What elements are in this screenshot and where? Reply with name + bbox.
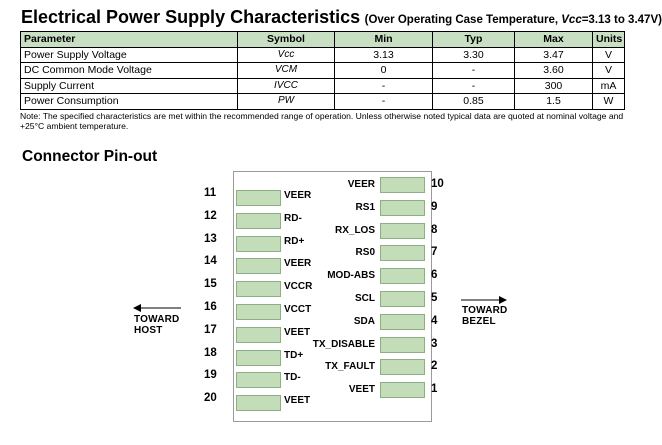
table-cell: mA xyxy=(593,78,625,94)
power-supply-table xyxy=(20,31,625,110)
table-cell: PW xyxy=(238,94,335,110)
title-sub-suffix: =3.13 to 3.47V) xyxy=(581,14,662,26)
table-cell: - xyxy=(335,94,433,110)
contact-pad xyxy=(236,190,281,206)
table-note: Note: The specified characteristics are met within the recommended range of operation. Unless otherwise noted typical data are quoted at nominal voltage and +25°C ambient temperature. xyxy=(20,111,624,131)
contact-pad xyxy=(236,327,281,343)
table-cell: V xyxy=(593,47,625,63)
contact-pad xyxy=(380,337,425,353)
table-cell: 0 xyxy=(335,63,433,79)
contact-pad xyxy=(236,281,281,297)
table-cell: 3.13 xyxy=(335,47,433,63)
table-cell: W xyxy=(593,94,625,110)
pin-signal-label: RD- xyxy=(284,212,302,224)
contact-pad xyxy=(236,213,281,229)
pin-signal-label: VEET xyxy=(348,384,375,396)
pin-number: 12 xyxy=(204,209,217,222)
title-sub-prefix: (Over Operating Case Temperature, xyxy=(364,14,562,26)
column-header: Typ xyxy=(433,32,515,48)
pin-signal-label: TX_DISABLE xyxy=(312,338,375,350)
pin-signal-label: VEET xyxy=(284,395,311,407)
contact-pad xyxy=(236,350,281,366)
table-cell: 3.30 xyxy=(433,47,515,63)
toward-bezel-line1: TOWARD xyxy=(462,305,508,316)
toward-bezel-line2: BEZEL xyxy=(462,316,496,327)
pin-number: 17 xyxy=(204,323,217,336)
title-main: Electrical Power Supply Characteristics xyxy=(21,7,361,27)
table-cell: 3.47 xyxy=(515,47,593,63)
toward-host-line1: TOWARD xyxy=(134,314,180,325)
pin-signal-label: SCL xyxy=(355,293,375,304)
pin-number: 6 xyxy=(431,269,438,282)
arrow-left-icon xyxy=(133,304,181,312)
contact-pad xyxy=(380,200,425,216)
contact-pad xyxy=(380,223,425,239)
toward-host-line2: HOST xyxy=(134,325,163,336)
contact-pad xyxy=(380,177,425,193)
table-cell: Power Consumption xyxy=(21,94,238,110)
column-header: Symbol xyxy=(238,32,335,48)
title-conditions xyxy=(365,14,662,26)
table-row xyxy=(21,78,625,94)
pin-signal-label: VEER xyxy=(347,179,375,190)
pin-number: 2 xyxy=(431,360,438,373)
table-cell: VCM xyxy=(238,63,335,79)
pin-number: 19 xyxy=(204,369,217,382)
pin-signal-label: RS0 xyxy=(355,247,375,259)
table-cell: Vcc xyxy=(238,47,335,63)
pin-number: 3 xyxy=(431,337,438,350)
contact-pad xyxy=(236,395,281,411)
pin-signal-label: VEER xyxy=(284,190,312,201)
pin-number: 4 xyxy=(431,314,438,327)
title-sub-var: Vcc xyxy=(561,14,582,26)
pin-signal-label: RD+ xyxy=(284,235,305,247)
table-row xyxy=(21,94,625,110)
pin-signal-label: VCCR xyxy=(284,281,313,293)
table-cell: - xyxy=(335,78,433,94)
pin-number: 7 xyxy=(431,246,438,259)
contact-pad xyxy=(380,245,425,261)
table-header-row xyxy=(21,32,625,48)
pin-signal-label: RS1 xyxy=(355,201,375,213)
pin-number: 16 xyxy=(204,301,217,313)
table-cell: 300 xyxy=(515,78,593,94)
arrow-right-icon xyxy=(461,296,507,304)
table-row xyxy=(21,63,625,79)
section-title-electrical xyxy=(21,7,662,28)
pin-number: 15 xyxy=(204,278,217,291)
column-header: Parameter xyxy=(21,32,238,48)
table-row xyxy=(21,47,625,63)
pin-number: 5 xyxy=(431,292,438,304)
pin-number: 1 xyxy=(431,383,438,396)
contact-pad xyxy=(380,359,425,375)
pin-number: 10 xyxy=(431,178,444,190)
pin-number: 13 xyxy=(204,232,217,245)
contact-pad xyxy=(236,258,281,274)
pin-number: 9 xyxy=(431,200,438,213)
pin-number: 14 xyxy=(204,255,217,268)
toward-bezel-label xyxy=(462,305,507,327)
pin-signal-label: TD+ xyxy=(284,349,304,361)
section-title-connector: Connector Pin-out xyxy=(22,148,158,165)
table-cell: DC Common Mode Voltage xyxy=(21,63,238,79)
column-header: Min xyxy=(335,32,433,48)
pin-signal-label: SDA xyxy=(353,315,375,327)
table-cell: - xyxy=(433,78,515,94)
pin-number: 11 xyxy=(204,187,217,199)
table-cell: - xyxy=(433,63,515,79)
table-cell: V xyxy=(593,63,625,79)
column-header: Max xyxy=(515,32,593,48)
pin-signal-label: TX_FAULT xyxy=(325,361,375,373)
pin-signal-label: VCCT xyxy=(284,304,312,315)
pin-number: 18 xyxy=(204,346,217,359)
pin-signal-label: TD- xyxy=(284,372,301,384)
pin-signal-label: VEET xyxy=(284,326,311,338)
pin-signal-label: RX_LOS xyxy=(334,224,375,236)
contact-pad xyxy=(380,382,425,398)
table-cell: Power Supply Voltage xyxy=(21,47,238,63)
table-cell: 1.5 xyxy=(515,94,593,110)
contact-pad xyxy=(380,268,425,284)
contact-pad xyxy=(380,314,425,330)
table-cell: Supply Current xyxy=(21,78,238,94)
pin-signal-label: VEER xyxy=(284,258,312,270)
table-cell: IVCC xyxy=(238,78,335,94)
table-cell: 0.85 xyxy=(433,94,515,110)
contact-pad xyxy=(236,304,281,320)
pin-number: 8 xyxy=(431,223,438,236)
column-header: Units xyxy=(593,32,625,48)
contact-pad xyxy=(236,236,281,252)
pin-number: 20 xyxy=(204,392,217,405)
pin-signal-label: MOD-ABS xyxy=(327,270,375,282)
toward-host-label xyxy=(134,314,179,336)
contact-pad xyxy=(236,372,281,388)
table-cell: 3.60 xyxy=(515,63,593,79)
contact-pad xyxy=(380,291,425,307)
